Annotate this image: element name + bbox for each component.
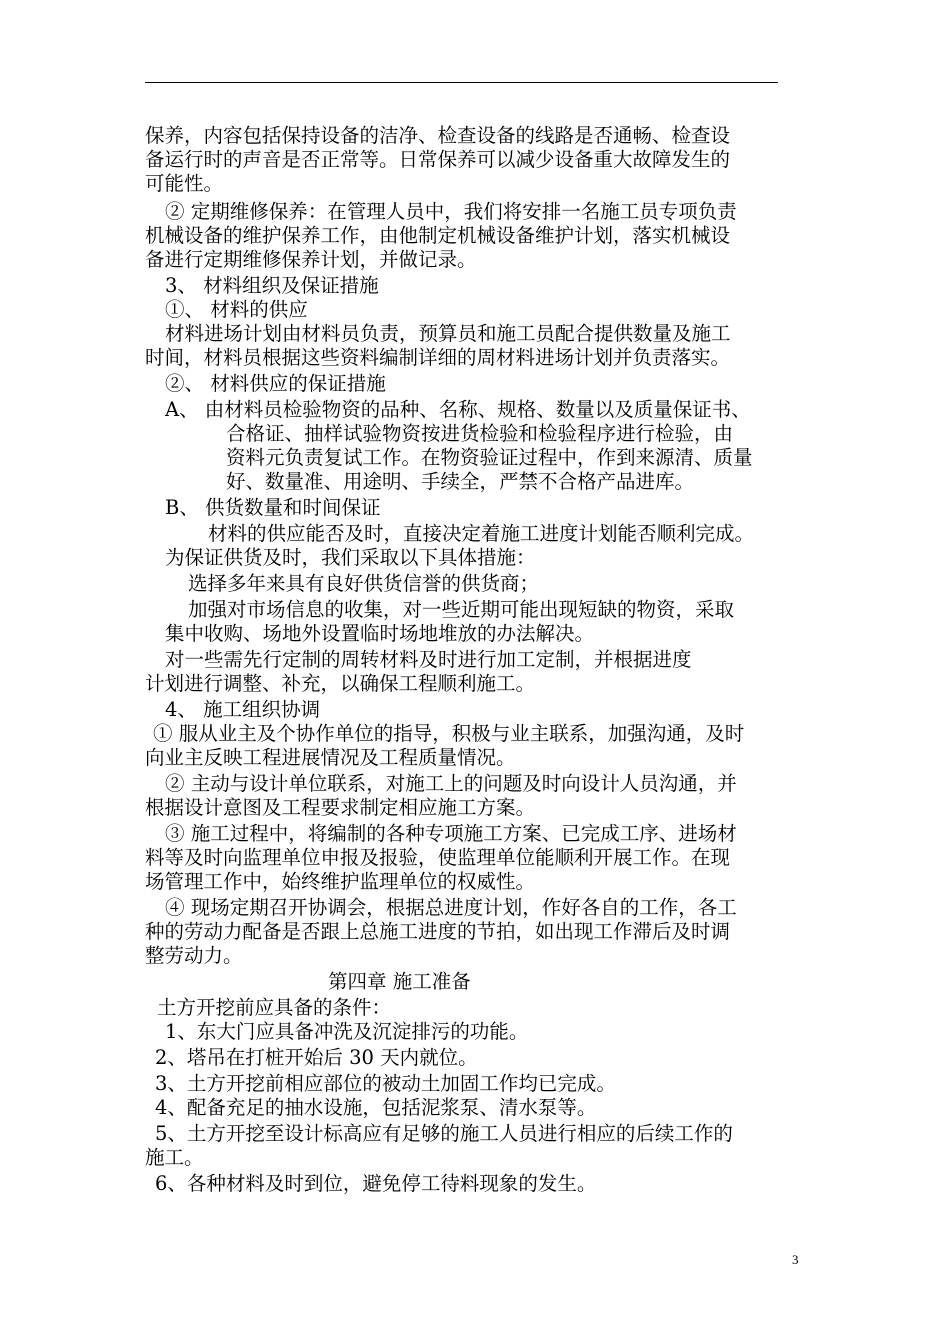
subsection-heading: ①、 材料的供应 [165,298,308,321]
list-item: 3、土方开挖前相应部位的被动土加固工作均已完成。 [155,1072,616,1095]
text-line: 保养，内容包括保持设备的洁净、检查设备的线路是否通畅、检查设 [145,124,731,147]
text-line: 施工。 [145,1146,204,1169]
section-heading: 4、 施工组织协调 [165,698,321,721]
text-line: 备进行定期维修保养计划，并做记录。 [145,248,477,271]
list-item: 2、塔吊在打桩开始后 30 天内就位。 [155,1046,478,1069]
text-line: 好、数量准、用途明、手续全，严禁不合格产品进库。 [226,470,695,493]
text-line: 集中收购、场地外设置临时场地堆放的办法解决。 [165,622,595,645]
header-rule [145,82,778,83]
text-line: 为保证供货及时，我们采取以下具体措施： [165,546,536,569]
text-line: 选择多年来具有良好供货信誉的供货商； [188,572,540,595]
list-item: 1、东大门应具备冲洗及沉淀排污的功能。 [165,1020,529,1043]
page-number: 3 [792,1252,799,1267]
text-line: 根据设计意图及工程要求制定相应施工方案。 [145,796,536,819]
text-line: ③ 施工过程中，将编制的各种专项施工方案、已完成工序、进场材 [165,822,737,845]
text-line: ① 服从业主及个协作单位的指导，积极与业主联系，加强沟通，及时 [153,722,745,745]
section-heading: 3、 材料组织及保证措施 [165,274,379,297]
text-line: ② 定期维修保养：在管理人员中，我们将安排一名施工员专项负责 [165,200,737,223]
text-line: 计划进行调整、补充，以确保工程顺利施工。 [145,672,536,695]
text-line: 加强对市场信息的收集，对一些近期可能出现短缺的物资，采取 [188,598,735,621]
text-line: 资料元负责复试工作。在物资验证过程中，作到来源清、质量 [226,446,753,469]
chapter-title: 第四章 施工准备 [328,970,471,993]
text-line: 材料的供应能否及时，直接决定着施工进度计划能否顺利完成。 [208,522,755,545]
list-item: 6、各种材料及时到位，避免停工待料现象的发生。 [155,1172,597,1195]
text-line: 料等及时向监理单位申报及报验，使监理单位能顺利开展工作。在现 [145,846,731,869]
text-line: 整劳动力。 [145,944,243,967]
text-line: 材料进场计划由材料员负责，预算员和施工员配合提供数量及施工 [165,322,731,345]
list-item: 5、土方开挖至设计标高应有足够的施工人员进行相应的后续工作的 [155,1122,733,1145]
text-line: 机械设备的维护保养工作，由他制定机械设备维护计划，落实机械设 [145,224,731,247]
text-line: 时间，材料员根据这些资料编制详细的周材料进场计划并负责落实。 [145,346,731,369]
text-line: 场管理工作中，始终维护监理单位的权威性。 [145,870,536,893]
list-item: 4、配备充足的抽水设施，包括泥浆泵、清水泵等。 [155,1096,597,1119]
text-line: ② 主动与设计单位联系，对施工上的问题及时向设计人员沟通，并 [165,772,737,795]
text-line: ④ 现场定期召开协调会，根据总进度计划，作好各自的工作，各工 [165,896,737,919]
subsection-heading: ②、 材料供应的保证措施 [165,372,386,395]
subsection-heading: B、 供货数量和时间保证 [165,496,381,519]
text-line: 可能性。 [145,172,224,195]
text-line: 向业主反映工程进展情况及工程质量情况。 [145,746,516,769]
text-line: 备运行时的声音是否正常等。日常保养可以减少设备重大故障发生的 [145,148,731,171]
text-line: 土方开挖前应具备的条件： [157,996,392,1019]
text-line: 对一些需先行定制的周转材料及时进行加工定制，并根据进度 [165,648,692,671]
text-line: A、 由材料员检验物资的品种、名称、规格、数量以及质量保证书、 [165,398,751,421]
text-line: 种的劳动力配备是否跟上总施工进度的节拍，如出现工作滞后及时调 [145,920,731,943]
text-line: 合格证、抽样试验物资按进货检验和检验程序进行检验，由 [226,422,734,445]
